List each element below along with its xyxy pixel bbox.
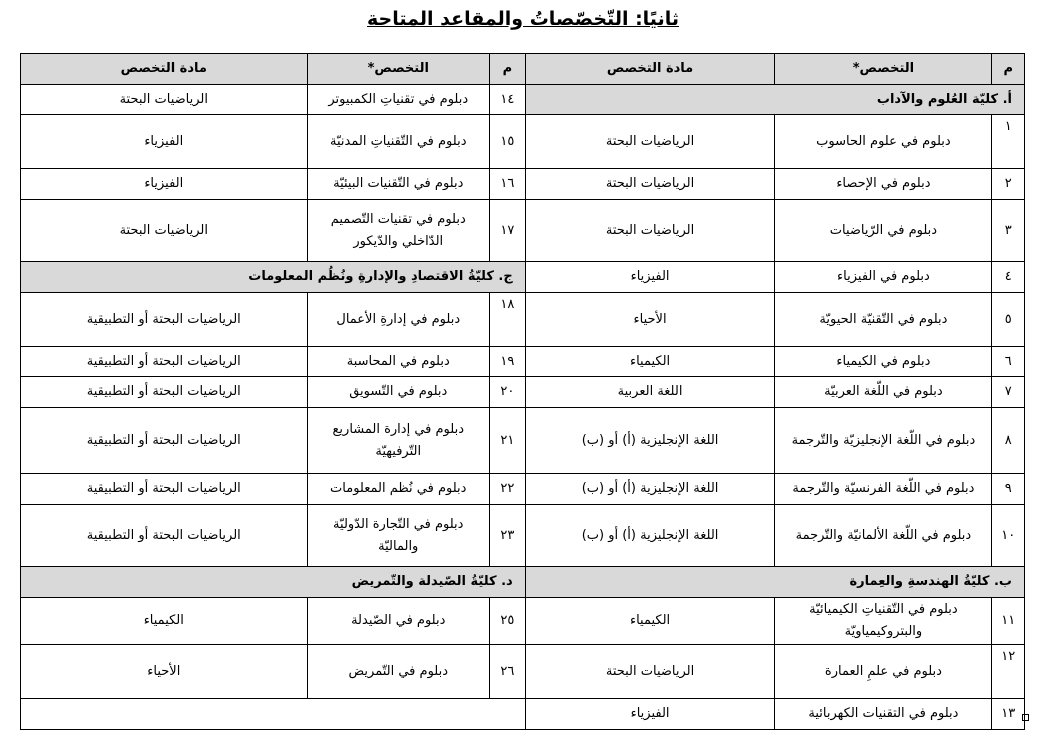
row-num: ٧ [992, 377, 1025, 408]
row-subject: الرياضيات البحتة أو التطبيقية [21, 347, 308, 377]
header-spec-left: التخصص* [307, 54, 489, 85]
row-num: ٢ [992, 169, 1025, 200]
row-spec: دبلوم في التّمريض [307, 645, 489, 699]
row-subject: الأحياء [525, 293, 775, 347]
table-row [21, 85, 1025, 115]
row-spec: دبلوم في تقنيات التّصميم الدّاخلي والدّيكور [307, 200, 489, 262]
row-num: ٦ [992, 347, 1025, 377]
row-subject: الفيزياء [525, 262, 775, 293]
row-spec: دبلوم في تقنياتِ الكمبيوتر [307, 85, 489, 115]
row-subject: الرياضيات البحتة أو التطبيقية [21, 505, 308, 567]
row-spec: دبلوم في الكيمياء [775, 347, 992, 377]
row-subject: اللغة العربية [525, 377, 775, 408]
row-subject: الرياضيات البحتة أو التطبيقية [21, 408, 308, 474]
row-num: ١٥ [489, 115, 525, 169]
header-subject-right: مادة التخصص [525, 54, 775, 85]
row-num: ٢٣ [489, 505, 525, 567]
section-d-heading: د. كليّةُ الصّيدلة والتّمريض [21, 567, 526, 598]
row-subject: الرياضيات البحتة أو التطبيقية [21, 474, 308, 505]
table-header-row [21, 54, 1025, 85]
row-num: ٣ [992, 200, 1025, 262]
row-num: ١١ [992, 598, 1025, 645]
row-subject: الفيزياء [525, 699, 775, 730]
row-subject: الفيزياء [21, 169, 308, 200]
row-subject: الرياضيات البحتة أو التطبيقية [21, 377, 308, 408]
section-a-heading: أ. كليّة العُلوم والآداب [525, 85, 1024, 115]
row-spec: دبلوم في اللّغة الألمانيّة والتّرجمة [775, 505, 992, 567]
row-num: ٨ [992, 408, 1025, 474]
row-subject: الكيمياء [525, 347, 775, 377]
row-subject: الرياضيات البحتة أو التطبيقية [21, 293, 308, 347]
row-subject: اللغة الإنجليزية (أ) أو (ب) [525, 505, 775, 567]
table-row [21, 169, 1025, 200]
row-spec: دبلوم في اللّغة الفرنسيّة والتّرجمة [775, 474, 992, 505]
row-subject: الأحياء [21, 645, 308, 699]
row-subject: الرياضيات البحتة [21, 85, 308, 115]
row-spec: دبلوم في التقنيات الكهربائية [775, 699, 992, 730]
row-spec: دبلوم في الفيزياء [775, 262, 992, 293]
row-num: ٢٢ [489, 474, 525, 505]
header-num-right: م [992, 54, 1025, 85]
row-num: ١٣ [992, 699, 1025, 730]
table-row [21, 699, 1025, 730]
table-row [21, 262, 1025, 293]
row-spec: دبلوم في إدارة المشاريع التّرفيهيّة [307, 408, 489, 474]
row-num: ١٧ [489, 200, 525, 262]
row-num: ١٨ [489, 293, 525, 347]
specializations-table [20, 53, 1025, 730]
row-subject: الرياضيات البحتة [525, 169, 775, 200]
row-subject: الرياضيات البحتة [525, 115, 775, 169]
row-spec: دبلوم في الصّيدلة [307, 598, 489, 645]
table-row [21, 567, 1025, 598]
row-subject: الرياضيات البحتة [21, 200, 308, 262]
row-num: ١٦ [489, 169, 525, 200]
row-spec: دبلوم في التّقنيات البيئيّة [307, 169, 489, 200]
row-num: ٩ [992, 474, 1025, 505]
header-subject-left: مادة التخصص [21, 54, 308, 85]
row-spec: دبلوم في التّسويق [307, 377, 489, 408]
page-title [0, 8, 1046, 30]
table-row [21, 505, 1025, 567]
row-spec: دبلوم في إدارةِ الأعمال [307, 293, 489, 347]
row-subject: الرياضيات البحتة [525, 645, 775, 699]
row-subject: الرياضيات البحتة [525, 200, 775, 262]
row-subject: الفيزياء [21, 115, 308, 169]
end-of-table-marker [1022, 714, 1029, 721]
table-row [21, 474, 1025, 505]
row-spec: دبلوم في علوم الحاسوب [775, 115, 992, 169]
row-subject: الكيمياء [21, 598, 308, 645]
row-spec: دبلوم في المحاسبة [307, 347, 489, 377]
table-row [21, 645, 1025, 699]
table-row [21, 115, 1025, 169]
row-spec: دبلوم في اللّغة الإنجليزيّة والتّرجمة [775, 408, 992, 474]
row-num: ١٢ [992, 645, 1025, 699]
row-spec: دبلوم في علمِ العمارة [775, 645, 992, 699]
page-title-text: ثانيًا: التّخصّصاتُ والمقاعد المتاحة [367, 8, 679, 30]
row-num: ٥ [992, 293, 1025, 347]
row-num: ٤ [992, 262, 1025, 293]
row-num: ٢١ [489, 408, 525, 474]
row-spec: دبلوم في الرّياضيات [775, 200, 992, 262]
row-num: ٢٦ [489, 645, 525, 699]
table-row [21, 598, 1025, 645]
row-spec: دبلوم في اللّغة العربيّة [775, 377, 992, 408]
row-spec: دبلوم في التّقنياتِ الكيميائيّة والبتروكيمياويّة [775, 598, 992, 645]
table-row [21, 293, 1025, 347]
section-c-heading: ج. كليّةُ الاقتصادِ والإدارةِ ونُظُم المعلومات [21, 262, 526, 293]
table-row [21, 408, 1025, 474]
row-num: ١٩ [489, 347, 525, 377]
row-spec: دبلوم في نُظم المعلومات [307, 474, 489, 505]
row-spec: دبلوم في التّجارة الدّوليّة والماليّة [307, 505, 489, 567]
table-row [21, 200, 1025, 262]
row-subject: اللغة الإنجليزية (أ) أو (ب) [525, 474, 775, 505]
row-spec: دبلوم في التّقنيّة الحيويّة [775, 293, 992, 347]
row-spec: دبلوم في التّقنياتِ المدنيّة [307, 115, 489, 169]
row-num: ٢٥ [489, 598, 525, 645]
row-subject: اللغة الإنجليزية (أ) أو (ب) [525, 408, 775, 474]
row-num: ٢٠ [489, 377, 525, 408]
header-num-left: م [489, 54, 525, 85]
table-row [21, 377, 1025, 408]
row-subject: الكيمياء [525, 598, 775, 645]
empty-cell [21, 699, 526, 730]
section-b-heading: ب. كليّةُ الهندسةِ والعِمارة [525, 567, 1024, 598]
row-num: ١ [992, 115, 1025, 169]
row-num: ١٤ [489, 85, 525, 115]
header-spec-right: التخصص* [775, 54, 992, 85]
row-num: ١٠ [992, 505, 1025, 567]
row-spec: دبلوم في الإحصاء [775, 169, 992, 200]
table-row [21, 347, 1025, 377]
